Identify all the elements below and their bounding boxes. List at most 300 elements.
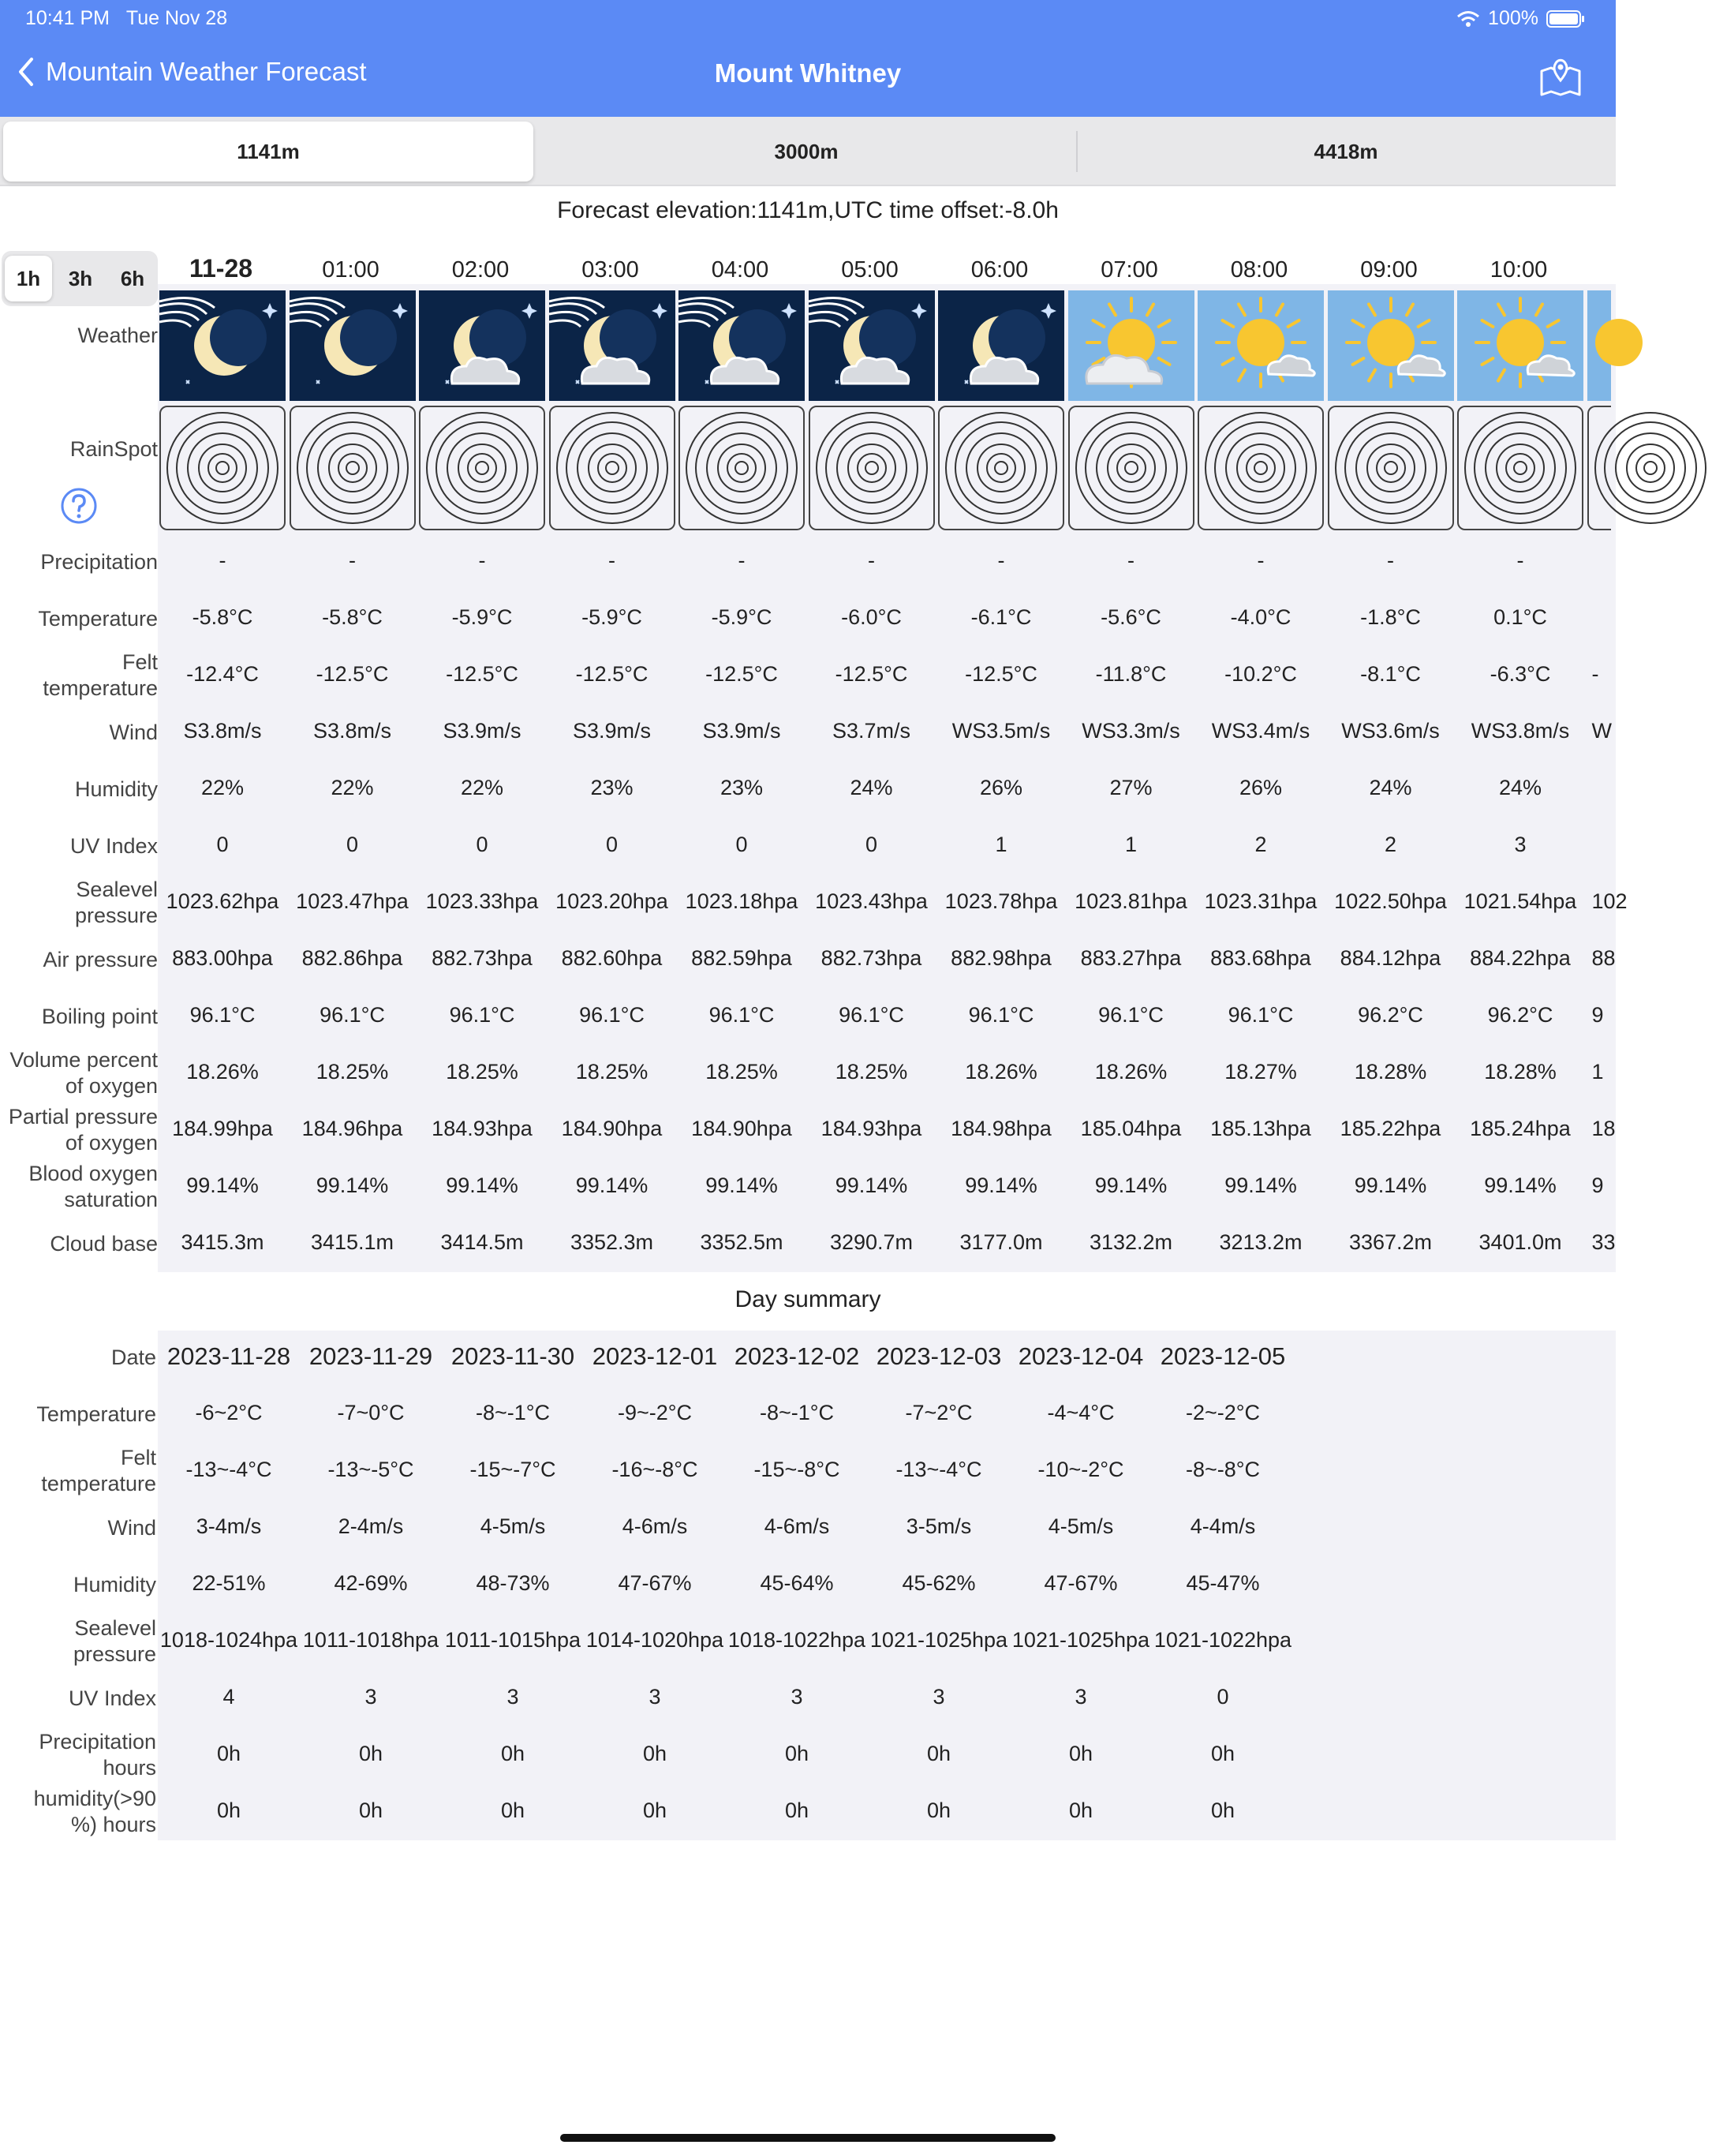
day-row-label-wind: Wind: [107, 1515, 156, 1540]
row-label-line: pressure: [73, 1642, 156, 1666]
day-cell-date: 2023-12-03: [876, 1342, 1002, 1370]
hour-header: 05:00: [841, 257, 899, 283]
tab-elevation-3000[interactable]: 3000m: [774, 139, 839, 163]
cell-air-pressure: 883.00hpa: [172, 946, 273, 970]
row-label-line: %) hours: [70, 1813, 156, 1836]
day-cell-humidity-hours: 0h: [926, 1799, 951, 1822]
cell-boiling-point: 96.1°C: [1098, 1003, 1164, 1027]
hour-header: 09:00: [1360, 257, 1418, 283]
row-label-line: Sealevel: [76, 878, 158, 901]
day-cell-humidity: 42-69%: [334, 1571, 408, 1595]
cell-precipitation: -: [608, 548, 615, 572]
row-label-line: Sealevel: [74, 1616, 156, 1640]
day-cell-felt-temperature: -8~-8°C: [1185, 1458, 1261, 1481]
day-cell-sealevel-pressure: 1014-1020hpa: [585, 1628, 724, 1652]
cell-felt-temperature: -11.8°C: [1095, 662, 1167, 686]
day-cell-date: 2023-11-30: [450, 1342, 575, 1370]
cell-air-pressure: 884.12hpa: [1340, 946, 1441, 970]
hour-header: 01:00: [322, 257, 379, 283]
status-bar: [0, 0, 1616, 38]
day-cell-humidity-hours: 0h: [358, 1799, 383, 1822]
cell-sealevel-pressure: 1023.33hpa: [425, 889, 539, 913]
cell-partial-oxygen: 185.24hpa: [1470, 1117, 1571, 1140]
row-label-line: of oxygen: [65, 1131, 158, 1155]
day-cell-humidity: 45-64%: [760, 1571, 834, 1595]
cell-partial: 33: [1591, 1230, 1616, 1254]
day-cell-uv-index: 3: [364, 1685, 377, 1709]
day-cell-wind: 4-4m/s: [1190, 1514, 1256, 1538]
cell-volume-oxygen: 18.25%: [575, 1060, 649, 1084]
day-cell-temperature: -7~0°C: [337, 1401, 405, 1424]
cell-volume-oxygen: 18.28%: [1484, 1060, 1557, 1084]
day-cell-humidity-hours: 0h: [216, 1799, 241, 1822]
cell-partial-oxygen: 184.90hpa: [561, 1117, 663, 1140]
day-sun-cloud-icon: [1198, 290, 1324, 401]
cell-boiling-point: 96.1°C: [708, 1003, 775, 1027]
cell-boiling-point: 96.1°C: [320, 1003, 385, 1027]
forecast-info: Forecast elevation:1141m,UTC time offset:-8.0h: [557, 197, 1059, 223]
cell-temperature: -5.6°C: [1101, 605, 1161, 629]
cell-cloud-base: 3132.2m: [1089, 1230, 1173, 1254]
cell-precipitation: -: [349, 548, 356, 572]
row-label-line: temperature: [41, 1472, 156, 1495]
cell-boiling-point: 96.2°C: [1487, 1003, 1553, 1027]
cell-humidity: 24%: [1369, 776, 1412, 799]
cell-uv-index: 0: [346, 833, 359, 856]
nav-bar: [0, 38, 1616, 117]
day-cell-sealevel-pressure: 1021-1022hpa: [1153, 1628, 1292, 1652]
cell-blood-oxygen: 99.14%: [1484, 1173, 1557, 1197]
rainspot-radar-icon[interactable]: [290, 406, 416, 530]
cell-cloud-base: 3213.2m: [1219, 1230, 1303, 1254]
cell-boiling-point: 96.1°C: [968, 1003, 1034, 1027]
day-cell-uv-index: 3: [649, 1685, 661, 1709]
cell-air-pressure: 883.68hpa: [1210, 946, 1311, 970]
row-label-line: of oxygen: [65, 1074, 158, 1098]
day-cell-felt-temperature: -10~-2°C: [1037, 1458, 1124, 1481]
time-step-selector: [2, 251, 158, 306]
cell-air-pressure: 884.22hpa: [1470, 946, 1571, 970]
cell-wind: WS3.3m/s: [1082, 719, 1180, 743]
cell-sealevel-pressure: 1021.54hpa: [1463, 889, 1577, 913]
day-cell-precipitation-hours: 0h: [216, 1742, 241, 1765]
day-cell-humidity: 47-67%: [1044, 1571, 1118, 1595]
cell-partial-oxygen: 184.93hpa: [432, 1117, 533, 1140]
battery-icon: [1546, 9, 1586, 28]
day-sun-cloud-icon: [1068, 290, 1194, 401]
map-pin-icon[interactable]: [1538, 57, 1583, 98]
hour-header: 03:00: [581, 257, 639, 283]
cell-blood-oxygen: 99.14%: [705, 1173, 778, 1197]
day-cell-felt-temperature: -13~-5°C: [327, 1458, 414, 1481]
day-cell-precipitation-hours: 0h: [784, 1742, 809, 1765]
cell-partial: 88: [1591, 946, 1616, 970]
cell-partial-oxygen: 185.13hpa: [1210, 1117, 1311, 1140]
day-row-label-felt-temperature: [0, 1444, 156, 1498]
day-cell-precipitation-hours: 0h: [1068, 1742, 1093, 1765]
cell-sealevel-pressure: 1023.47hpa: [296, 889, 409, 913]
day-cell-felt-temperature: -15~-7°C: [469, 1458, 556, 1481]
step-1h-button[interactable]: 1h: [5, 256, 52, 301]
day-cell-sealevel-pressure: 1018-1024hpa: [159, 1628, 298, 1652]
row-label-weather: Weather: [77, 323, 158, 347]
cell-temperature: -1.8°C: [1360, 605, 1421, 629]
row-label-line: saturation: [64, 1188, 158, 1211]
cell-blood-oxygen: 99.14%: [835, 1173, 908, 1197]
day-cell-date: 2023-12-05: [1160, 1342, 1286, 1370]
day-cell-temperature: -7~2°C: [905, 1401, 973, 1424]
cell-volume-oxygen: 18.25%: [835, 1060, 908, 1084]
day-cell-felt-temperature: -13~-4°C: [895, 1458, 982, 1481]
cell-felt-temperature: -12.5°C: [316, 662, 389, 686]
day-cell-uv-index: 0: [1217, 1685, 1229, 1709]
home-indicator[interactable]: [560, 2134, 1056, 2142]
cell-partial: -: [1591, 662, 1599, 686]
rainspot-radar-icon[interactable]: [419, 406, 545, 530]
row-label-precipitation: Precipitation: [40, 549, 158, 574]
cell-wind: WS3.8m/s: [1471, 719, 1570, 743]
night-moon-cloud-icon: [938, 290, 1064, 401]
day-row-label-humidity: Humidity: [73, 1572, 156, 1596]
row-label-line: Partial pressure: [8, 1105, 158, 1129]
cell-wind: WS3.6m/s: [1341, 719, 1440, 743]
day-cell-precipitation-hours: 0h: [500, 1742, 525, 1765]
cell-air-pressure: 882.73hpa: [432, 946, 533, 970]
cell-sealevel-pressure: 1023.20hpa: [555, 889, 668, 913]
day-cell-uv-index: 3: [506, 1685, 519, 1709]
day-cell-temperature: -2~-2°C: [1185, 1401, 1261, 1424]
day-cell-wind: 2-4m/s: [338, 1514, 404, 1538]
day-cell-temperature: -4~4°C: [1047, 1401, 1115, 1424]
cell-felt-temperature: -10.2°C: [1224, 662, 1297, 686]
cell-partial: 18: [1591, 1117, 1616, 1140]
day-cell-humidity: 45-62%: [902, 1571, 976, 1595]
day-cell-wind: 4-5m/s: [1048, 1514, 1114, 1538]
help-icon[interactable]: [60, 487, 98, 525]
day-row-label-temperature: Temperature: [36, 1402, 156, 1426]
cell-sealevel-pressure: 1023.78hpa: [944, 889, 1058, 913]
cell-blood-oxygen: 99.14%: [186, 1173, 259, 1197]
hour-header: 08:00: [1230, 257, 1288, 283]
cell-blood-oxygen: 99.14%: [575, 1173, 649, 1197]
date-header: 11-28: [189, 254, 253, 283]
cell-blood-oxygen: 99.14%: [1224, 1173, 1297, 1197]
cell-sealevel-pressure: 1023.62hpa: [166, 889, 279, 913]
row-label-sealevel-pressure: [0, 876, 158, 930]
tab-elevation-4418[interactable]: 4418m: [1314, 139, 1378, 163]
cell-sealevel-pressure: 1023.18hpa: [685, 889, 798, 913]
cell-partial-oxygen: 185.04hpa: [1080, 1117, 1182, 1140]
chevron-left-icon: [17, 57, 35, 87]
cell-temperature: -6.1°C: [970, 605, 1032, 629]
row-label-uv-index: UV Index: [69, 833, 158, 858]
day-cell-humidity-hours: 0h: [1068, 1799, 1093, 1822]
row-label-line: hours: [103, 1756, 156, 1780]
rainspot-radar-icon[interactable]: [1587, 406, 1611, 530]
cell-humidity: 23%: [720, 776, 764, 799]
step-3h-button[interactable]: 3h: [68, 266, 93, 290]
cell-wind: S3.9m/s: [702, 719, 781, 743]
day-cell-felt-temperature: -16~-8°C: [611, 1458, 698, 1481]
row-label-rainspot: RainSpot: [69, 436, 158, 461]
battery-percent: 100%: [1488, 7, 1538, 29]
cell-temperature: -6.0°C: [841, 605, 902, 629]
cell-cloud-base: 3367.2m: [1348, 1230, 1433, 1254]
cell-boiling-point: 96.1°C: [189, 1003, 256, 1027]
rainspot-radar-icon[interactable]: [549, 406, 675, 530]
cell-blood-oxygen: 99.14%: [1354, 1173, 1427, 1197]
cell-humidity: 26%: [1239, 776, 1283, 799]
tab-elevation-1141[interactable]: 1141m: [3, 122, 533, 182]
cell-boiling-point: 96.1°C: [449, 1003, 515, 1027]
row-label-line: pressure: [74, 904, 158, 927]
day-cell-uv-index: 3: [933, 1685, 945, 1709]
night-wind-moon-icon: [159, 290, 286, 401]
cell-cloud-base: 3414.5m: [440, 1230, 524, 1254]
cell-boiling-point: 96.1°C: [1228, 1003, 1294, 1027]
cell-partial-oxygen: 184.96hpa: [301, 1117, 403, 1140]
hour-header: 07:00: [1101, 257, 1158, 283]
cell-temperature: -5.9°C: [711, 605, 772, 629]
segment-divider: [1076, 131, 1078, 172]
day-cell-temperature: -8~-1°C: [759, 1401, 835, 1424]
cell-humidity: 22%: [200, 776, 245, 799]
cell-sealevel-pressure: 1023.43hpa: [815, 889, 928, 913]
cell-temperature: 0.1°C: [1493, 605, 1547, 629]
cell-humidity: 22%: [460, 776, 504, 799]
day-cell-humidity-hours: 0h: [500, 1799, 525, 1822]
day-row-label-humidity-hours: [0, 1785, 156, 1839]
night-wind-moon-cloud-icon: [678, 290, 805, 401]
cell-temperature: -5.8°C: [192, 605, 253, 629]
day-sun-cloud-icon: [1457, 290, 1583, 401]
day-cell-humidity: 22-51%: [192, 1571, 266, 1595]
rainspot-radar-icon[interactable]: [1328, 406, 1454, 530]
day-sun-cloud-icon: [1328, 290, 1454, 401]
day-cell-sealevel-pressure: 1021-1025hpa: [869, 1628, 1008, 1652]
night-moon-cloud-icon: [419, 290, 545, 401]
day-cell-sealevel-pressure: 1011-1015hpa: [444, 1628, 581, 1652]
cell-cloud-base: 3415.1m: [310, 1230, 394, 1254]
elevation-segmented-control: [0, 117, 1616, 186]
day-cell-precipitation-hours: 0h: [926, 1742, 951, 1765]
cell-precipitation: -: [219, 548, 226, 572]
back-button[interactable]: [17, 57, 367, 87]
cell-felt-temperature: -12.4°C: [186, 662, 259, 686]
cell-partial: 9: [1591, 1173, 1604, 1197]
day-cell-wind: 3-5m/s: [906, 1514, 972, 1538]
cell-cloud-base: 3415.3m: [181, 1230, 264, 1254]
cell-felt-temperature: -12.5°C: [446, 662, 518, 686]
cell-wind: S3.8m/s: [183, 719, 262, 743]
cell-boiling-point: 96.2°C: [1358, 1003, 1423, 1027]
cell-felt-temperature: -8.1°C: [1360, 662, 1421, 686]
cell-wind: S3.9m/s: [443, 719, 521, 743]
hour-header: 06:00: [970, 257, 1029, 283]
cell-wind: S3.9m/s: [572, 719, 652, 743]
cell-air-pressure: 882.60hpa: [561, 946, 663, 970]
day-cell-humidity-hours: 0h: [784, 1799, 809, 1822]
cell-sealevel-pressure: 1023.31hpa: [1204, 889, 1318, 913]
cell-uv-index: 2: [1254, 833, 1267, 856]
rainspot-radar-icon[interactable]: [1198, 406, 1324, 530]
cell-partial-oxygen: 184.99hpa: [172, 1117, 273, 1140]
cell-cloud-base: 3352.5m: [700, 1230, 783, 1254]
day-cell-date: 2023-11-29: [308, 1342, 433, 1370]
day-cell-sealevel-pressure: 1018-1022hpa: [727, 1628, 866, 1652]
cell-felt-temperature: -12.5°C: [705, 662, 778, 686]
day-cell-wind: 4-5m/s: [480, 1514, 546, 1538]
cell-cloud-base: 3401.0m: [1478, 1230, 1562, 1254]
row-label-temperature: Temperature: [38, 606, 158, 631]
row-label-wind: Wind: [109, 720, 158, 744]
cell-partial: W: [1591, 719, 1612, 743]
cell-felt-temperature: -12.5°C: [965, 662, 1037, 686]
cell-uv-index: 0: [605, 833, 619, 856]
page-title: Mount Whitney: [714, 58, 902, 88]
night-wind-moon-icon: [290, 290, 416, 401]
cell-precipitation: -: [1387, 548, 1394, 572]
hour-header: 10:00: [1490, 257, 1548, 283]
row-label-cloud-base: Cloud base: [50, 1231, 158, 1256]
row-label-line: Felt: [120, 1446, 156, 1469]
row-label-line: Blood oxygen: [28, 1162, 158, 1185]
cell-cloud-base: 3290.7m: [829, 1230, 914, 1254]
cell-uv-index: 0: [865, 833, 878, 856]
cell-air-pressure: 882.98hpa: [951, 946, 1052, 970]
cell-boiling-point: 96.1°C: [579, 1003, 645, 1027]
cell-volume-oxygen: 18.26%: [186, 1060, 259, 1084]
day-cell-wind: 4-6m/s: [622, 1514, 688, 1538]
day-cell-humidity: 45-47%: [1186, 1571, 1260, 1595]
cell-volume-oxygen: 18.26%: [965, 1060, 1037, 1084]
cell-partial: 1: [1591, 1060, 1604, 1084]
day-cell-date: 2023-12-04: [1018, 1342, 1144, 1370]
cell-boiling-point: 96.1°C: [839, 1003, 904, 1027]
cell-temperature: -5.9°C: [581, 605, 642, 629]
day-cell-uv-index: 3: [1075, 1685, 1087, 1709]
cell-wind: S3.8m/s: [312, 719, 392, 743]
cell-uv-index: 2: [1384, 833, 1397, 856]
day-cell-date: 2023-11-28: [166, 1342, 291, 1370]
cell-uv-index: 0: [735, 833, 748, 856]
back-label: Mountain Weather Forecast: [46, 57, 367, 86]
cell-precipitation: -: [1257, 548, 1265, 572]
status-time: 10:41 PM Tue Nov 28: [25, 7, 228, 29]
day-row-label-sealevel-pressure: [0, 1615, 156, 1668]
cell-air-pressure: 882.73hpa: [820, 946, 922, 970]
cell-sealevel-pressure: 1023.81hpa: [1075, 889, 1187, 913]
cell-precipitation: -: [1516, 548, 1524, 572]
cell-air-pressure: 882.86hpa: [301, 946, 403, 970]
cell-felt-temperature: -12.5°C: [575, 662, 649, 686]
rainspot-radar-icon[interactable]: [159, 406, 286, 530]
day-cell-uv-index: 4: [222, 1685, 235, 1709]
day-cell-temperature: -8~-1°C: [475, 1401, 551, 1424]
rainspot-radar-icon[interactable]: [678, 406, 805, 530]
rainspot-radar-icon[interactable]: [1457, 406, 1583, 530]
hour-header: 04:00: [711, 257, 769, 283]
hour-header: 02:00: [451, 257, 510, 283]
cell-humidity: 23%: [590, 776, 634, 799]
cell-cloud-base: 3177.0m: [959, 1230, 1043, 1254]
cell-blood-oxygen: 99.14%: [1094, 1173, 1168, 1197]
day-cell-humidity: 47-67%: [618, 1571, 692, 1595]
cell-volume-oxygen: 18.25%: [316, 1060, 389, 1084]
night-wind-moon-cloud-icon: [549, 290, 675, 401]
cell-partial-oxygen: 184.98hpa: [951, 1117, 1052, 1140]
day-row-label-uv-index: UV Index: [68, 1686, 156, 1710]
cell-volume-oxygen: 18.25%: [705, 1060, 778, 1084]
cell-partial-oxygen: 185.22hpa: [1340, 1117, 1441, 1140]
row-label-partial-oxygen: [0, 1103, 158, 1157]
rainspot-radar-icon[interactable]: [1068, 406, 1194, 530]
row-label-boiling-point: Boiling point: [41, 1004, 158, 1028]
rainspot-radar-icon[interactable]: [938, 406, 1064, 530]
day-cell-humidity: 48-73%: [476, 1571, 550, 1595]
cell-temperature: -5.9°C: [451, 605, 513, 629]
cell-uv-index: 1: [1124, 833, 1138, 856]
cell-partial: 102: [1591, 889, 1628, 913]
day-cell-sealevel-pressure: 1011-1018hpa: [302, 1628, 439, 1652]
cell-humidity: 26%: [979, 776, 1023, 799]
day-sun-icon: [1587, 290, 1611, 401]
cell-blood-oxygen: 99.14%: [316, 1173, 389, 1197]
row-label-blood-oxygen: [0, 1160, 158, 1214]
cell-air-pressure: 883.27hpa: [1080, 946, 1182, 970]
cell-wind: WS3.4m/s: [1211, 719, 1310, 743]
cell-blood-oxygen: 99.14%: [965, 1173, 1037, 1197]
wifi-icon: [1456, 9, 1480, 28]
step-6h-button[interactable]: 6h: [120, 266, 145, 290]
row-label-line: temperature: [43, 676, 158, 700]
day-cell-humidity-hours: 0h: [1210, 1799, 1235, 1822]
cell-sealevel-pressure: 1022.50hpa: [1334, 889, 1447, 913]
row-label-line: Felt: [121, 650, 158, 674]
day-cell-wind: 3-4m/s: [196, 1514, 262, 1538]
cell-humidity: 27%: [1109, 776, 1153, 799]
rainspot-radar-icon[interactable]: [809, 406, 935, 530]
row-label-volume-oxygen: [0, 1046, 158, 1100]
cell-wind: S3.7m/s: [832, 719, 911, 743]
day-cell-date: 2023-12-01: [592, 1342, 718, 1370]
cell-partial-oxygen: 184.93hpa: [820, 1117, 922, 1140]
cell-humidity: 24%: [1498, 776, 1542, 799]
day-cell-temperature: -9~-2°C: [617, 1401, 693, 1424]
day-summary-title: Day summary: [735, 1286, 881, 1312]
cell-volume-oxygen: 18.28%: [1354, 1060, 1427, 1084]
cell-uv-index: 0: [476, 833, 488, 856]
row-label-humidity: Humidity: [74, 777, 158, 801]
row-label-line: humidity(>90: [33, 1787, 156, 1810]
cell-wind: WS3.5m/s: [951, 719, 1051, 743]
row-label-felt-temperature: [0, 649, 158, 702]
cell-temperature: -5.8°C: [322, 605, 383, 629]
day-cell-sealevel-pressure: 1021-1025hpa: [1011, 1628, 1150, 1652]
day-cell-date: 2023-12-02: [734, 1342, 860, 1370]
cell-humidity: 22%: [331, 776, 374, 799]
cell-partial-oxygen: 184.90hpa: [691, 1117, 792, 1140]
cell-humidity: 24%: [850, 776, 893, 799]
day-row-label-date: Date: [110, 1345, 156, 1369]
cell-air-pressure: 882.59hpa: [691, 946, 792, 970]
day-cell-uv-index: 3: [791, 1685, 803, 1709]
night-wind-moon-cloud-icon: [809, 290, 935, 401]
cell-precipitation: -: [478, 548, 486, 572]
cell-uv-index: 1: [995, 833, 1007, 856]
cell-cloud-base: 3352.3m: [570, 1230, 654, 1254]
day-cell-temperature: -6~2°C: [195, 1401, 263, 1424]
